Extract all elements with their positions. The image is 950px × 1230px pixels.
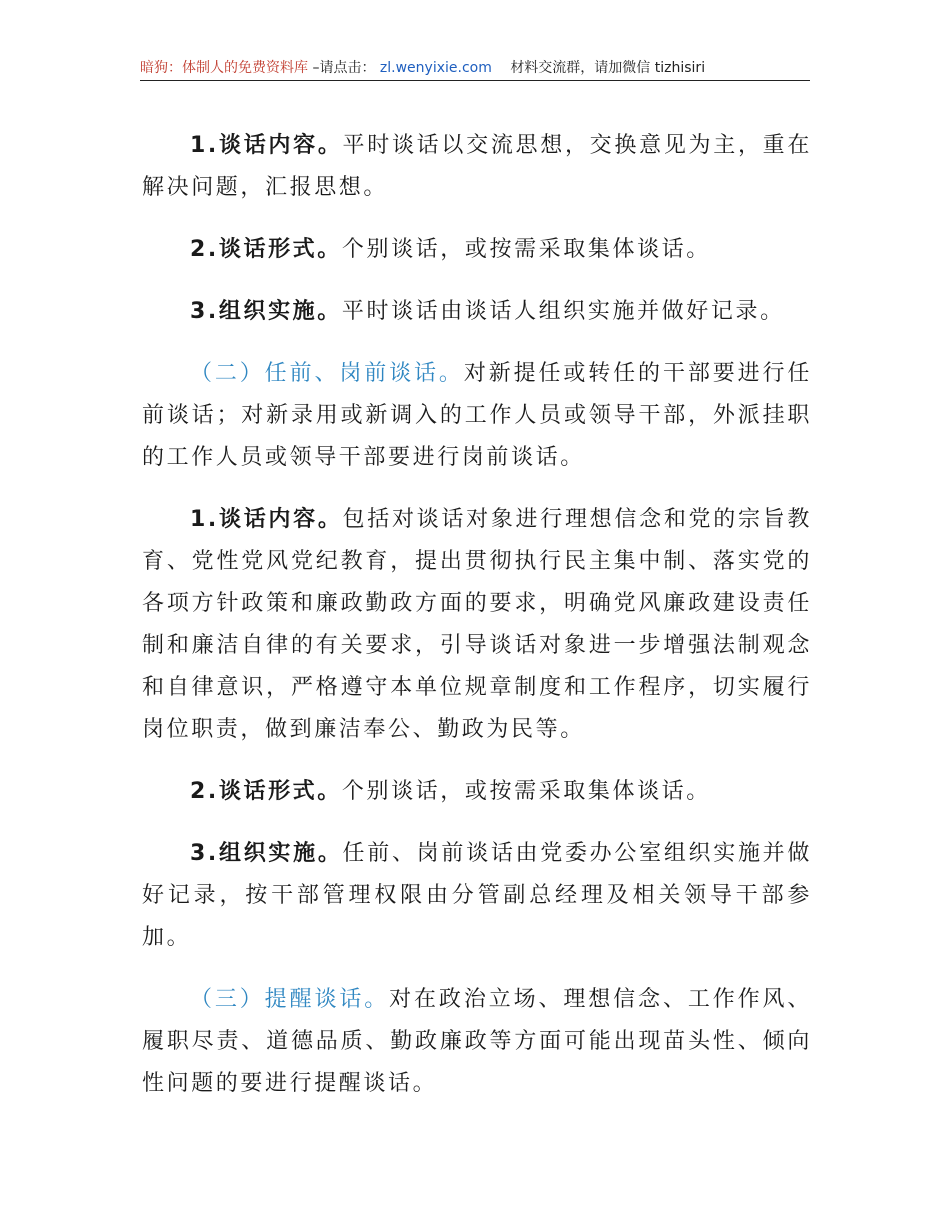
header-contact: 材料交流群，请加微信 tizhisiri [510, 60, 706, 76]
paragraph-text: 平时谈话以交流思想，交换意见为主，重在解决问题，汇报思想。 [142, 133, 812, 200]
paragraph-lead: 1.谈话内容。 [190, 507, 343, 532]
paragraph-text: 对新提任或转任的干部要进行任前谈话；对新录用或新调入的工作人员或领导干部，外派挂职的工作人员或领导干部要进行岗前谈话。 [142, 361, 812, 470]
paragraph-talk-form [142, 229, 812, 271]
paragraph-lead: 3.组织实施。 [190, 299, 342, 324]
header-prompt: –请点击： [312, 60, 376, 76]
paragraph-text: 任前、岗前谈话由党委办公室组织实施并做好记录，按干部管理权限由分管副总经理及相关领导干部参加。 [142, 841, 812, 950]
paragraph-lead: 2.谈话形式。 [190, 237, 342, 262]
paragraph-text: 包括对谈话对象进行理想信念和党的宗旨教育、党性党风党纪教育，提出贯彻执行民主集中制、落实党的各项方针政策和廉政勤政方面的要求，明确党风廉政建设责任制和廉洁自律的有关要求，引导谈话对象进一步增强法制观念和自律意识，严格遵守本单位规章制度和工作程序，切实履行岗位职责，做到廉洁奉公、勤政为民等。 [142, 507, 812, 742]
section-heading: （二）任前、岗前谈话。 [190, 361, 464, 386]
header-brand: 暗狗：体制人的免费资料库 [140, 60, 308, 76]
paragraph-text: 对在政治立场、理想信念、工作作风、履职尽责、道德品质、勤政廉政等方面可能出现苗头性、倾向性问题的要进行提醒谈话。 [142, 987, 812, 1096]
header-link[interactable]: zl.wenyixie.com [379, 60, 492, 76]
paragraph-text: 平时谈话由谈话人组织实施并做好记录。 [341, 299, 785, 324]
paragraph-text: 个别谈话，或按需采取集体谈话。 [341, 237, 711, 262]
paragraph-text: 个别谈话，或按需采取集体谈话。 [341, 779, 711, 804]
paragraph-talk-content [142, 125, 812, 209]
paragraph-implementation [142, 833, 812, 959]
page-header [140, 58, 810, 81]
paragraph-implementation [142, 291, 812, 333]
section-reminder-talk [142, 979, 812, 1105]
section-pre-appointment-talk [142, 353, 812, 479]
section-heading: （三）提醒谈话。 [190, 987, 390, 1012]
paragraph-talk-content [142, 499, 812, 751]
paragraph-lead: 2.谈话形式。 [190, 779, 342, 804]
paragraph-talk-form [142, 771, 812, 813]
paragraph-lead: 1.谈话内容。 [190, 133, 343, 158]
document-body [142, 125, 812, 1125]
paragraph-lead: 3.组织实施。 [190, 841, 343, 866]
